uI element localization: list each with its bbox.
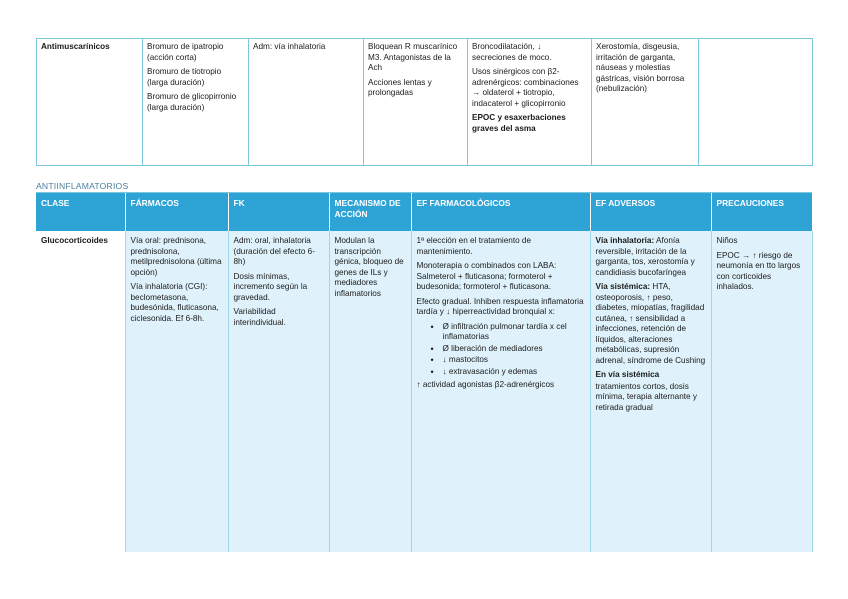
ef-farmacologicos-cell: Broncodilatación, ↓ secreciones de moco. Usos sinérgicos con β2-adrenérgicos: combinaciones → oldaterol + tiotropio, indacaterol + glicopirronio EPOC y esaxerbaciones graves del asma [468,39,592,166]
list-item: • Ø infiltración pulmonar tardía x cel inflamatorias [443,322,585,343]
clase-cell: Antimuscarínicos [37,39,143,166]
header-row [36,193,812,231]
list-item: • ↓ mastocitos [443,355,585,366]
header-ef-farmacologicos: EF FARMACOLÓGICOS [411,193,590,231]
header-ef-adversos: EF ADVERSOS [590,193,711,231]
table-row [36,231,812,552]
farmacos-cell [143,39,249,166]
fk-cell: Adm: vía inhalatoria [249,39,364,166]
farmaco-item: Bromuro de tiotropio (larga duración) [147,67,222,87]
ef-farmacologicos-cell: 1ª elección en el tratamiento de mantenimiento. Monoterapia o combinados con LABA: Salmeterol + fluticasona; formoterol + budesonida; formoterol + fluticasona. Efecto gradual. Inhiben respuesta inflamatoria tardía y ↓ hiperreactividad bronquial x: • Ø infiltración pulmonar tardía x cel inflamatorias • Ø liberación de mediadores • ↓ mastocitos • ↓ extravasación y edemas ↑ actividad agonistas β2-adrenérgicos [411,231,590,552]
farmacos-cell: Vía oral: prednisona, prednisolona, metilprednisolona (última opción) Vía inhalatoria (CGI): beclometasona, budesónida, fluticasona, ciclesonida. Ef 6-8h. [125,231,228,552]
fk-cell: Adm: oral, inhalatoria (duración del efecto 6-8h) Dosis mínimas, incremento según la gravedad. Variabilidad interindividual. [228,231,329,552]
mecanismo-cell: Bloquean R muscarínico M3. Antagonistas de la Ach Acciones lentas y prolongadas [364,39,468,166]
precauciones-cell [699,39,813,166]
farmaco-item: Bromuro de glicopirronio (larga duración) [147,92,237,112]
table-row [37,39,813,166]
antimuscarinicos-table [36,38,813,166]
antiinflamatorios-table [36,193,813,552]
header-mecanismo: MECANISMO DE ACCIÓN [329,193,411,231]
mecanismo-cell: Modulan la transcripción génica, bloqueo de genes de ILs y mediadores inflamatorios [329,231,411,552]
header-farmacos: FÁRMACOS [125,193,228,231]
ef-adversos-cell: Vía inhalatoria: Afonía reversible, irritación de la garganta, tos, xerostomía y candidiasis bucofaríngea Vía sistémica: HTA, osteoporosis, ↑ peso, diabetes, miopatías, fragilidad cutánea, ↑ sensibilidad a infecciones, retención de líquidos, alteraciones metabólicas, supresión adrenal, síndrome de Cushing En vía sistémica tratamientos cortos, dosis mínima, terapia alternante y retirada gradual [590,231,711,552]
list-item: • ↓ extravasación y edemas [443,367,585,378]
header-fk: FK [228,193,329,231]
list-item: • Ø liberación de mediadores [443,344,585,355]
effects-list [417,322,585,378]
section-title: ANTIINFLAMATORIOS [36,181,812,193]
ef-adversos-cell: Xerostomía, disgeusia, irritación de garganta, náuseas y molestias gástricas, visión borrosa (nebulización) [592,39,699,166]
header-clase: CLASE [36,193,125,231]
farmaco-item: Bromuro de ipatropio (acción corta) [147,42,224,62]
precauciones-cell: Niños EPOC → ↑ riesgo de neumonía en tto largos con corticoides inhalados. [711,231,812,552]
header-precauciones: PRECAUCIONES [711,193,812,231]
clase-cell: Glucocorticoides [36,231,125,552]
